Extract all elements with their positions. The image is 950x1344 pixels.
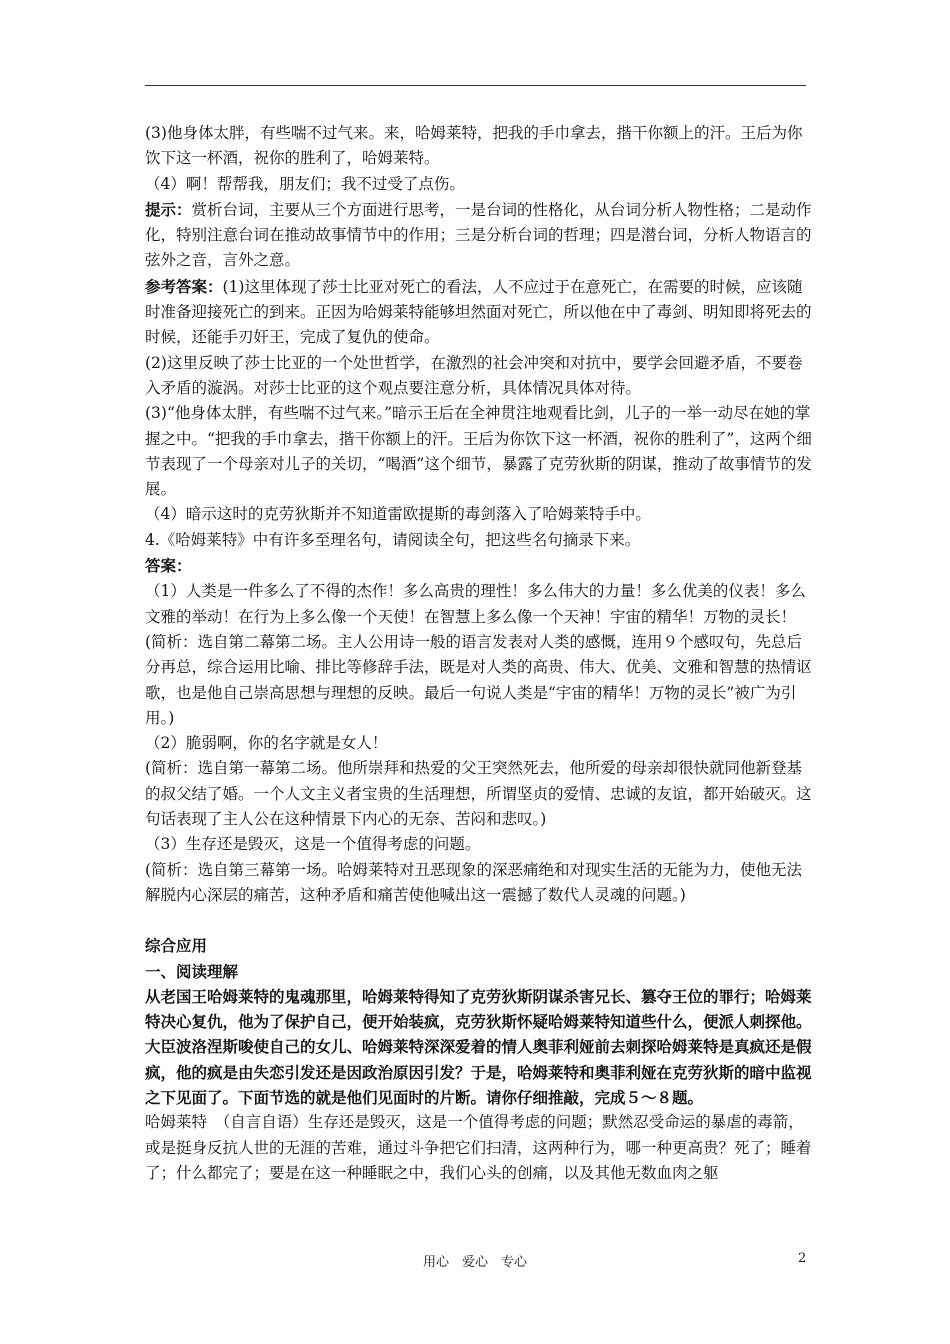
answer-label: 参考答案： bbox=[145, 276, 223, 296]
paragraph: （3）生存还是毁灭，这是一个值得考虑的问题。 bbox=[145, 835, 481, 854]
document-body bbox=[145, 121, 813, 1186]
section-title: 综合应用 bbox=[145, 936, 208, 956]
answer-label: 答案： bbox=[145, 556, 192, 576]
header-rule bbox=[145, 85, 806, 86]
reading-intro: 从老国王哈姆莱特的鬼魂那里，哈姆莱特得知了克劳狄斯阴谋杀害兄长、篡夺王位的罪行；哈姆莱特决心复仇，他为了保护自己，便开始装疯，克劳狄斯怀疑哈姆莱特知道些什么，便派人刺探他。大臣波洛涅斯唆使自己的女儿、哈姆莱特深深爱着的情人奥菲利娅前去刺探哈姆莱特是真疯还是假疯，他的疯是由失恋引发还是因政治原因引发？于是，哈姆莱特和奥菲利娅在克劳狄斯的暗中监视之下见面了。下面节选的就是他们见面时的片断。请你仔细推敲，完成５～８题。 bbox=[145, 986, 812, 1107]
paragraph: (简析：选自第二幕第二场。主人公用诗一般的语言发表对人类的感慨，连用９个感叹句，先总后分再总，综合运用比喻、排比等修辞手法，既是对人类的高贵、伟大、优美、文雅和智慧的热情讴歌，也是他自己崇高思想与理想的反映。最后一句说人类是“宇宙的精华！万物的灵长”被广为引用。) bbox=[145, 632, 812, 727]
paragraph: （4）暗示这时的克劳狄斯并不知道雷欧提斯的毒剑落入了哈姆莱特手中。 bbox=[145, 505, 651, 524]
paragraph: （1）人类是一件多么了不得的杰作！多么高贵的理性！多么伟大的力量！多么优美的仪表！多么文雅的举动！在行为上多么像一个天使！在智慧上多么像一个天神！宇宙的精华！万物的灵长！ bbox=[145, 582, 806, 626]
paragraph: （4）啊！帮帮我，朋友们；我不过受了点伤。 bbox=[145, 174, 465, 193]
paragraph: (简析：选自第一幕第二场。他所崇拜和热爱的父王突然死去，他所爱的母亲却很快就同他新登基的叔父结了婚。一个人文主义者宝贵的生活理想，所谓坚贞的爱情、忠诚的友谊，都开始破灭。这句话表现了主人公在这种情景下内心的无奈、苦闷和悲叹。) bbox=[145, 759, 812, 829]
paragraph: 参考答案：(1)这里体现了莎士比亚对死亡的看法，人不应过于在意死亡，在需要的时候，应该随时准备迎接死亡的到来。正因为哈姆莱特能够坦然面对死亡，所以他在中了毒剑、明知即将死去的时候，还能手刃奸王，完成了复仇的使命。 bbox=[145, 276, 812, 347]
question-4: 4.《哈姆莱特》中有许多至理名句，请阅读全句，把这些名句摘录下来。 bbox=[145, 530, 641, 549]
subsection-title: 一、阅读理解 bbox=[145, 961, 239, 981]
hint-label: 提示： bbox=[145, 199, 192, 219]
paragraph: (3)“他身体太胖，有些喘不过气来。”暗示王后在全神贯注地观看比剑，儿子的一举一动尽在她的掌握之中。“把我的手巾拿去，揩干你额上的汗。王后为你饮下这一杯酒，祝你的胜利了”，这两个细节表现了一个母亲对儿子的关切，“喝酒”这个细节，暴露了克劳狄斯的阴谋，推动了故事情节的发展。 bbox=[145, 404, 812, 499]
paragraph: （2）脆弱啊，你的名字就是女人！ bbox=[145, 734, 388, 753]
spacer bbox=[145, 908, 813, 933]
paragraph bbox=[145, 553, 813, 579]
footer-motto: 用心 爱心 专心 bbox=[422, 1255, 527, 1270]
paragraph: (3)他身体太胖，有些喘不过气来。来，哈姆莱特，把我的手巾拿去，揩干你额上的汗。王后为你饮下这一杯酒，祝你的胜利了，哈姆莱特。 bbox=[145, 124, 803, 168]
paragraph: (简析：选自第三幕第一场。哈姆莱特对丑恶现象的深恶痛绝和对现实生活的无能为力，使他无法解脱内心深层的痛苦，这种矛盾和痛苦使他喊出这一震撼了数代人灵魂的问题。) bbox=[145, 860, 803, 904]
paragraph: 哈姆莱特 （自言自语）生存还是毁灭，这是一个值得考虑的问题；默然忍受命运的暴虐的毒箭，或是挺身反抗人世的无涯的苦难，通过斗争把它们扫清，这两种行为，哪一种更高贵？死了；睡着了；什么都完了；要是在这一种睡眠之中，我们心头的创痛，以及其他无数血肉之躯 bbox=[145, 1113, 812, 1182]
page-number: 2 bbox=[798, 1251, 807, 1266]
paragraph: (2)这里反映了莎士比亚的一个处世哲学，在激烈的社会冲突和对抗中，要学会回避矛盾，不要卷入矛盾的漩涡。对莎士比亚的这个观点要注意分析，具体情况具体对待。 bbox=[145, 353, 803, 397]
paragraph: 提示：赏析台词，主要从三个方面进行思考，一是台词的性格化，从台词分析人物性格；二是动作化，特别注意台词在推动故事情节中的作用；三是分析台词的哲理；四是潜台词，分析人物语言的弦外之音，言外之意。 bbox=[145, 199, 812, 270]
